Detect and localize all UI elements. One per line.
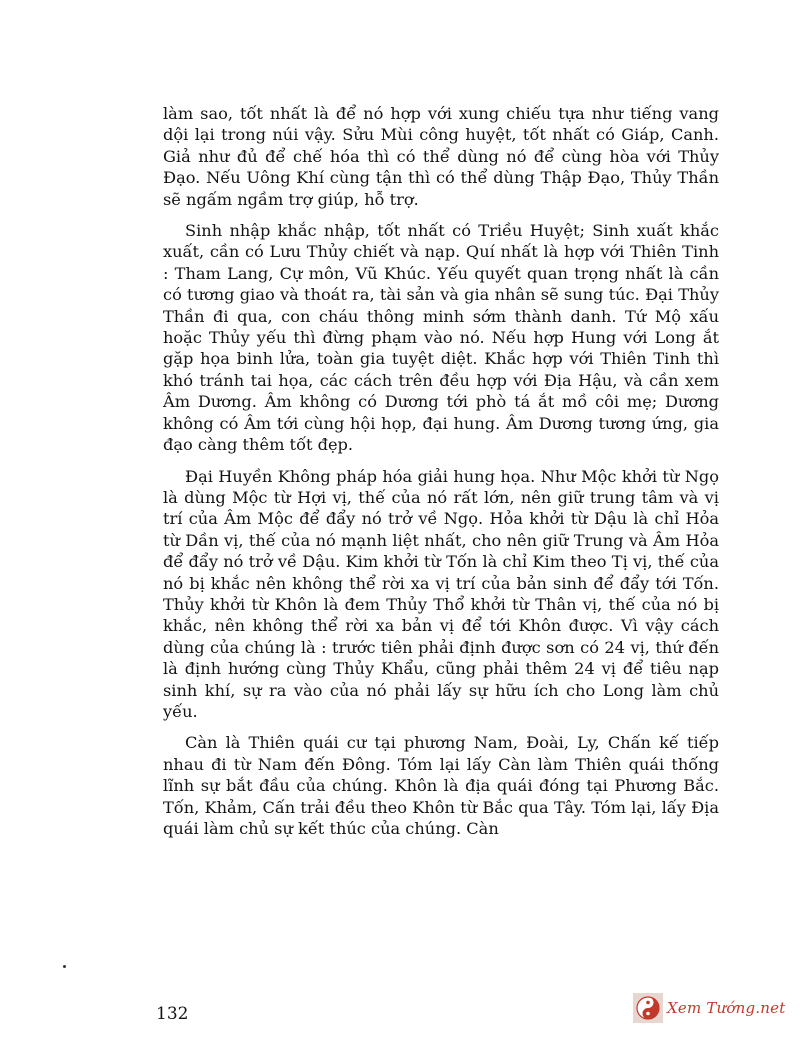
paragraph: làm sao, tốt nhất là để nó hợp với xung chiếu tựa như tiếng vang dội lại trong núi vậy. Sửu Mùi công huyệt, tốt nhất có Giáp, Canh. Giả như đủ để chế hóa thì có thể dùng nó để cùng hòa với Thủy Đạo. Nếu Uông Khí cùng tận thì có thể dùng Thập Đạo, Thủy Thần sẽ ngấm ngầm trợ giúp, hỗ trợ. (163, 104, 719, 209)
yin-yang-icon (633, 993, 663, 1023)
page-number: 132 (156, 1004, 189, 1024)
paragraph: Sinh nhập khắc nhập, tốt nhất có Triều Huyệt; Sinh xuất khắc xuất, cần có Lưu Thủy chiết và nạp. Quí nhất là hợp với Thiên Tinh : Tham Lang, Cự môn, Vũ Khúc. Yếu quyết quan trọng nhất là cần có tương giao và thoát ra, tài sản và gia nhân sẽ sung túc. Đại Thủy Thần đi qua, con cháu thông minh sớm thành danh. Tứ Mộ xấu hoặc Thủy yếu thì đừng phạm vào nó. Nếu hợp Hung với Long ắt gặp họa binh lửa, toàn gia tuyệt diệt. Khắc hợp với Thiên Tinh thì khó tránh tai họa, các cách trên đều hợp với Địa Hậu, và cần xem Âm Dương. Âm không có Dương tới phò tá ắt mồ côi mẹ; Dương không có Âm tới cùng hội họp, đại hung. Âm Dương tương ứng, gia đạo càng thêm tốt đẹp. (163, 221, 719, 455)
scan-speck (63, 965, 66, 968)
watermark (633, 992, 785, 1024)
paragraph: Càn là Thiên quái cư tại phương Nam, Đoài, Ly, Chấn kế tiếp nhau đi từ Nam đến Đông. Tóm lại lấy Càn làm Thiên quái thống lĩnh sự bắt đầu của chúng. Khôn là địa quái đóng tại Phương Bắc. Tốn, Khảm, Cấn trải đều theo Khôn từ Bắc qua Tây. Tóm lại, lấy Địa quái làm chủ sự kết thúc của chúng. Càn (163, 733, 719, 838)
watermark-text: Xem Tướng.net (667, 999, 786, 1017)
body-text (163, 103, 719, 849)
paragraph: Đại Huyền Không pháp hóa giải hung họa. Như Mộc khởi từ Ngọ là dùng Mộc từ Hợi vị, thế của nó rất lớn, nên giữ trung tâm và vị trí của Âm Mộc để đẩy nó trở về Ngọ. Hỏa khởi từ Dậu là chỉ Hỏa từ Dần vị, thế của nó mạnh liệt nhất, cho nên giữ Trung và Âm Hỏa để đẩy nó trở về Dậu. Kim khởi từ Tốn là chỉ Kim theo Tị vị, thế của nó bị khắc nên không thể rời xa vị trí của bản sinh để đẩy tới Tốn. Thủy khởi từ Khôn là đem Thủy Thổ khởi từ Thân vị, thế của nó bị khắc, nên không thể rời xa bản vị để tới Khôn được. Vì vậy cách dùng của chúng là : trước tiên phải định được sơn có 24 vị, thứ đến là định hướng cùng Thủy Khẩu, cũng phải thêm 24 vị để tiêu nạp sinh khí, sự ra vào của nó phải lấy sự hữu ích cho Long làm chủ yếu. (163, 466, 719, 721)
